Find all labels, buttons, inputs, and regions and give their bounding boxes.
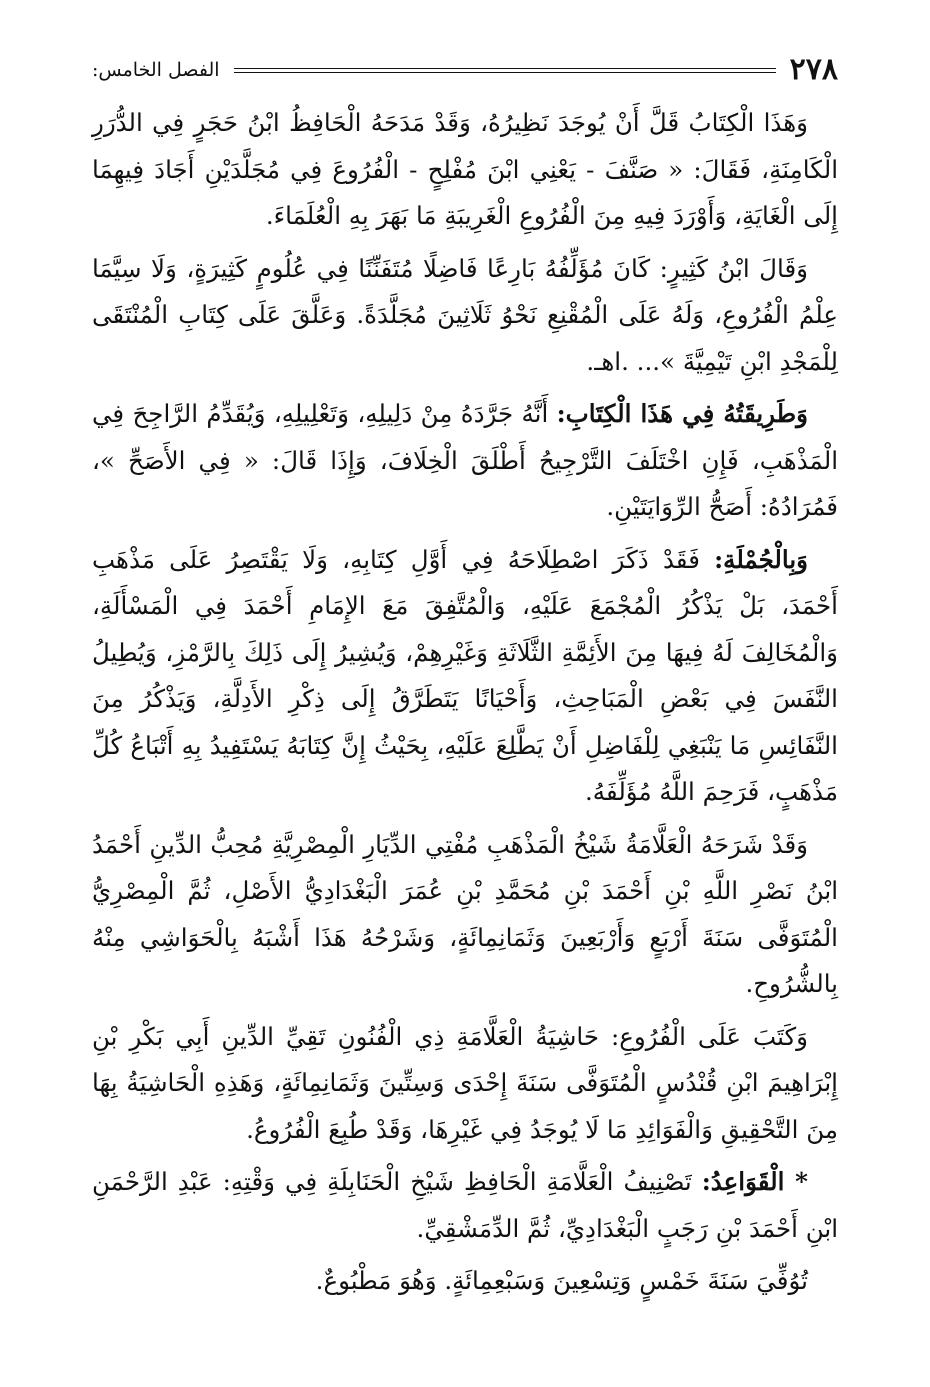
paragraph xyxy=(92,537,838,816)
paragraph-lead: وَبِالْجُمْلَةِ: xyxy=(714,544,808,574)
paragraph xyxy=(92,822,838,1008)
paragraph-text: أَنَّهُ جَرَّدَهُ مِنْ دَلِيلِهِ، وَتَعْلِيلِهِ، وَيُقَدِّمُ الرَّاجِحَ فِي الْمَذْهَبِ، فَإِنِ اخْتَلَفَ التَّرْجِيحُ أَطْلَقَ الْخِلَافَ، وَإِذَا قَالَ: « فِي الأَصَحِّ »، فَمُرَادُهُ: أَصَحُّ الرِّوَايَتَيْنِ. xyxy=(92,399,838,521)
paragraph-text: فَقَدْ ذَكَرَ اصْطِلَاحَهُ فِي أَوَّلِ كِتَابِهِ، وَلَا يَقْتَصِرُ عَلَى مَذْهَبِ أَحْمَدَ، بَلْ يَذْكُرُ الْمُجْمَعَ عَلَيْهِ، وَالْمُتَّفِقَ مَعَ الإِمَامِ أَحْمَدَ فِي الْمَسْأَلَةِ، وَالْمُخَالِفَ لَهُ فِيهَا مِنَ الأَئِمَّةِ الثَّلَاثَةِ وَغَيْرِهِمْ، وَيُشِيرُ إِلَى ذَلِكَ بِالرَّمْزِ، وَيُطِيلُ النَّفَسَ فِي بَعْضِ الْمَبَاحِثِ، وَأَحْيَانًا يَتَطَرَّقُ إِلَى ذِكْرِ الأَدِلَّةِ، وَيَذْكُرُ مِنَ النَّفَائِسِ مَا يَنْبَغِي لِلْفَاضِلِ أَنْ يَطَّلِعَ عَلَيْهِ، بِحَيْثُ إِنَّ كِتَابَهُ يَسْتَفِيدُ بِهِ أَتْبَاعُ كُلِّ مَذْهَبٍ، فَرَحِمَ اللَّهُ مُؤَلِّفَهُ. xyxy=(92,544,838,806)
paragraph xyxy=(92,391,838,531)
paragraph xyxy=(92,246,838,386)
paragraph-text: وَقَدْ شَرَحَهُ الْعَلَّامَةُ شَيْخُ الْمَذْهَبِ مُفْتِي الدِّيَارِ الْمِصْرِيَّةِ مُحِبُّ الدِّينِ أَحْمَدُ ابْنُ نَصْرِ اللَّهِ بْنِ أَحْمَدَ بْنِ مُحَمَّدِ بْنِ عُمَرَ الْبَغْدَادِيُّ الأَصْلِ، ثُمَّ الْمِصْرِيُّ الْمُتَوَفَّى سَنَةَ أَرْبَعٍ وَأَرْبَعِينَ وَثَمَانِمِائَةٍ، وَشَرْحُهُ هَذَا أَشْبَهُ بِالْحَوَاشِي مِنْهُ بِالشُّرُوحِ. xyxy=(92,829,838,998)
paragraph-lead: وَطَرِيقَتُهُ فِي هَذَا الْكِتَابِ: xyxy=(556,399,808,428)
paragraph-text: وَقَالَ ابْنُ كَثِيرٍ: كَانَ مُؤَلِّفُهُ بَارِعًا فَاضِلًا مُتَفَنِّنًا فِي عُلُومٍ كَثِيرَةٍ، وَلَا سِيَّمَا عِلْمُ الْفُرُوعِ، وَلَهُ عَلَى الْمُقْنِعِ نَحْوُ ثَلَاثِينَ مُجَلَّدَةً. وَعَلَّقَ عَلَى كِتَابِ الْمُنْتَقَى لِلْمَجْدِ ابْنِ تَيْمِيَّةَ »... .اهـ. xyxy=(92,253,838,376)
page-number: ٢٧٨ xyxy=(789,52,838,87)
paragraph xyxy=(92,1014,838,1154)
chapter-title: الفصل الخامس: xyxy=(92,59,220,81)
header-rule xyxy=(234,68,776,73)
paragraph xyxy=(92,100,838,240)
paragraph-text: وَكَتَبَ عَلَى الْفُرُوعِ: حَاشِيَةُ الْعَلَّامَةِ ذِي الْفُنُونِ تَقِيِّ الدِّينِ أَبِي بَكْرِ بْنِ إِبْرَاهِيمَ ابْنِ قُنْدُسٍ الْمُتَوَفَّى سَنَةَ إِحْدَى وَسِتِّينَ وَثَمَانِمِائَةٍ، وَهَذِهِ الْحَاشِيَةُ بِهَا مِنَ التَّحْقِيقِ وَالْفَوَائِدِ مَا لَا يُوجَدُ فِي غَيْرِهَا، وَقَدْ طُبِعَ الْفُرُوعُ. xyxy=(92,1021,838,1144)
paragraph-text: تَصْنِيفُ الْعَلَّامَةِ الْحَافِظِ شَيْخِ الْحَنَابِلَةِ فِي وَقْتِهِ: عَبْدِ الرَّحْمَنِ ابْنِ أَحْمَدَ بْنِ رَجَبٍ الْبَغْدَادِيِّ، ثُمَّ الدِّمَشْقِيِّ. xyxy=(92,1167,838,1243)
body-text xyxy=(92,100,838,1305)
paragraph xyxy=(92,1159,838,1252)
paragraph-lead: * الْقَوَاعِدُ: xyxy=(701,1167,808,1196)
paragraph-text: وَهَذَا الْكِتَابُ قَلَّ أَنْ يُوجَدَ نَظِيرُهُ، وَقَدْ مَدَحَهُ الْحَافِظُ ابْنُ حَجَرٍ فِي الدُّرَرِ الْكَامِنَةِ، فَقَالَ: « صَنَّفَ - يَعْنِي ابْنَ مُفْلِحٍ - الْفُرُوعَ فِي مُجَلَّدَيْنِ أَجَادَ فِيهِمَا إِلَى الْغَايَةِ، وَأَوْرَدَ فِيهِ مِنَ الْفُرُوعِ الْغَرِيبَةِ مَا بَهَرَ بِهِ الْعُلَمَاءَ. xyxy=(92,108,838,230)
running-header xyxy=(92,52,838,88)
paragraph xyxy=(92,1258,838,1305)
paragraph-text: تُوُفِّيَ سَنَةَ خَمْسٍ وَتِسْعِينَ وَسَبْعِمِائَةٍ. وَهُوَ مَطْبُوعٌ. xyxy=(315,1266,808,1295)
